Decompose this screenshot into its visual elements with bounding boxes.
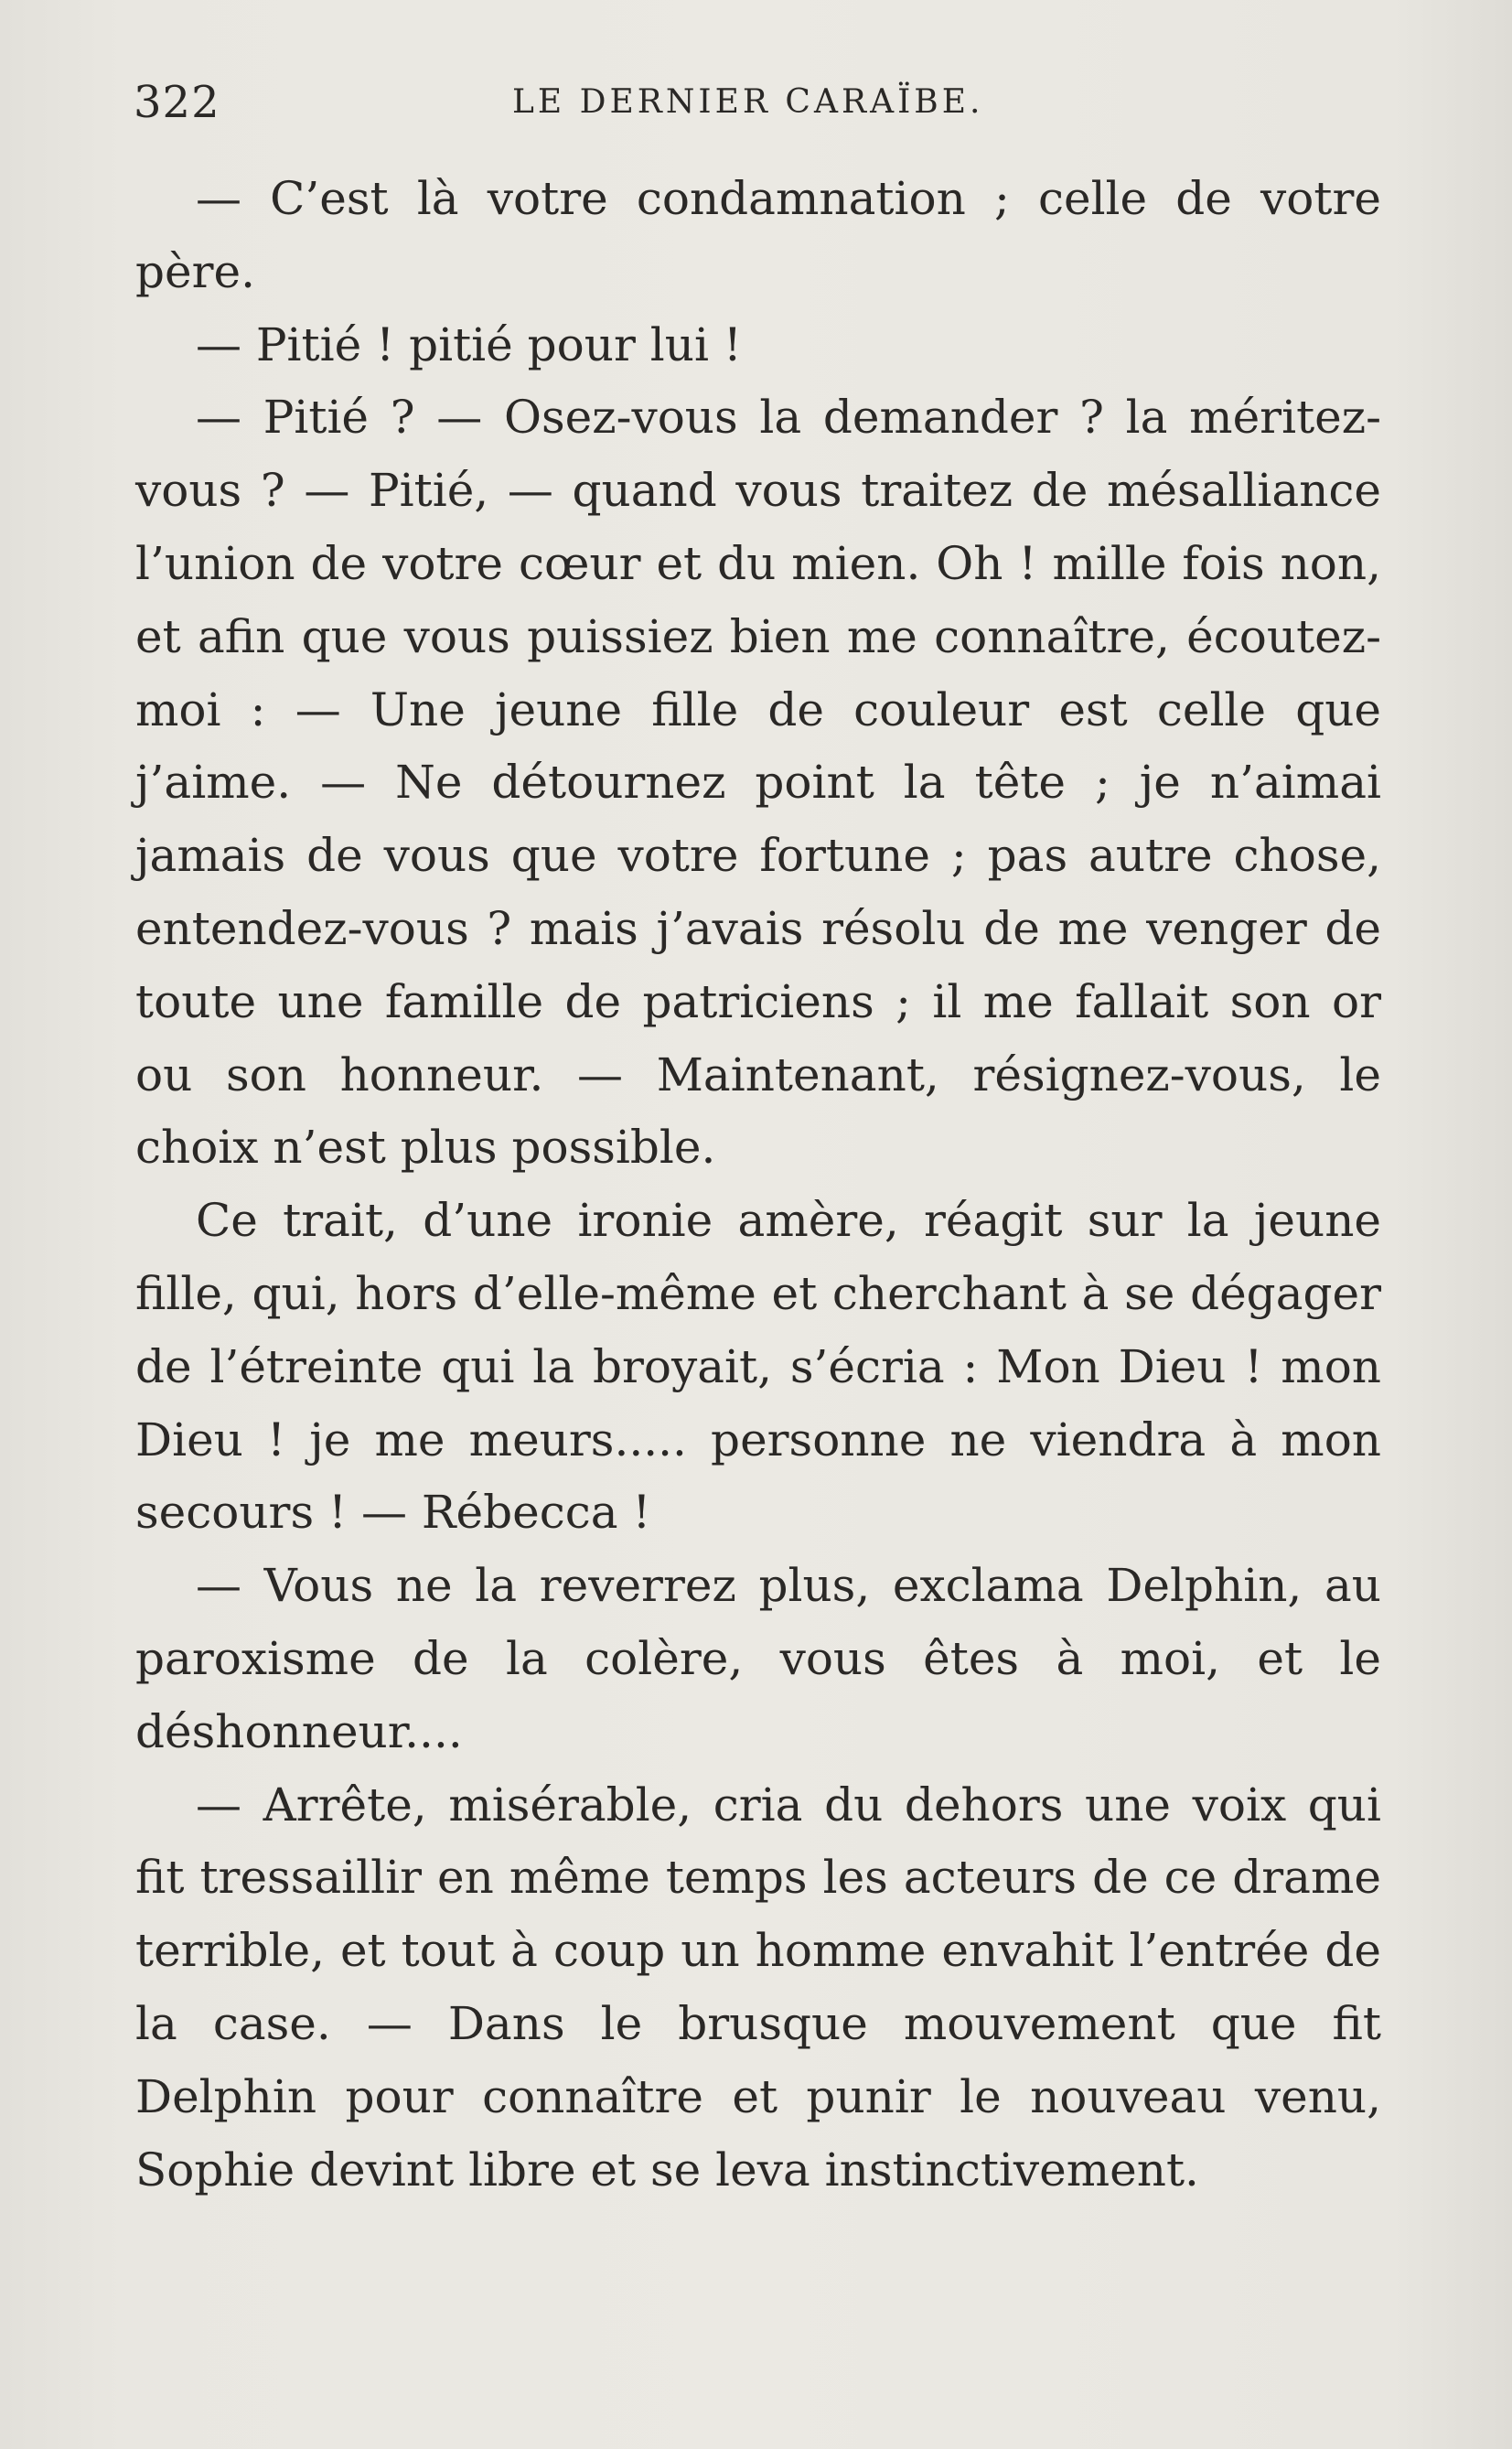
body-text [135, 163, 1381, 2207]
paragraph-intruder-arrives: — Arrête, misérable, cria du dehors une voix qui fit tressaillir en même temps les acteurs de ce drame terrible, et tout à coup un homme envahit l’entrée de la case. — Dans le brusque mouvement que fit Delphin pour connaître et punir le nouveau venu, Sophie devint libre et se leva instinctivement. [135, 1778, 1381, 2197]
paragraph-delphin-exclaims: — Vous ne la reverrez plus, exclama Delphin, au paroxisme de la colère, vous êtes à moi, et le déshonneur.... [135, 1559, 1381, 1758]
page-number: 322 [134, 77, 220, 128]
paragraph-narration-cry: Ce trait, d’une ironie amère, réagit sur la jeune fille, qui, hors d’elle-même et cherchant à se dégager de l’étreinte qui la broyait, s’écria : Mon Dieu ! mon Dieu ! je me meurs..... personne ne viendra à mon secours ! — Rébecca ! [135, 1194, 1381, 1540]
running-title: LE DERNIER CARAÏBE. [512, 83, 984, 121]
paragraph-delphin-speech: — Pitié ? — Osez-vous la demander ? la méritez-vous ? — Pitié, — quand vous traitez de mésalliance l’union de votre cœur et du mien. Oh ! mille fois non, et afin que vous puissiez bien me connaître, écoutez-moi : — Une jeune fille de couleur est celle que j’aime. — Ne détournez point la tête ; je n’aimai jamais de vous que votre fortune ; pas autre chose, entendez-vous ? mais j’avais résolu de me venger de toute une famille de patriciens ; il me fallait son or ou son honneur. — Maintenant, résignez-vous, le choix n’est plus possible. [135, 391, 1381, 1175]
paragraph-pity-plea: — Pitié ! pitié pour lui ! [196, 317, 742, 371]
page-header [128, 75, 1409, 130]
paragraph-condemnation: — C’est là votre condamnation ; celle de votre père. [135, 172, 1381, 298]
